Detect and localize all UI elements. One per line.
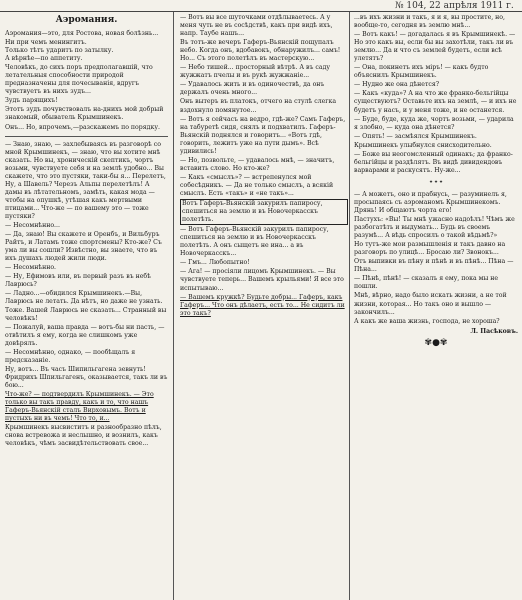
paragraph: — Пожалуй, ваша правда — вотъ-бы ни пасть, — отвѣтилъ я ему, когда не слишкомъ уже довѣрялъ.	[5, 323, 165, 347]
paragraph: — Буде, буде, куда же, чортъ возьми, — ударила я злобно, — куда она дѣнется?	[354, 115, 514, 131]
paragraph: ...въ ихъ жизни и такъ, я и я, вы простите, но, вообще-то, сегодня въ землю мнѣ...	[354, 14, 505, 30]
article-title: Аэромания.	[55, 15, 118, 25]
paragraph: — Пѣнѣ, пѣнѣ! — сказалъ я ему, пока мы не пошли.	[354, 275, 499, 291]
paragraph: — Ну, Ефимовъ или, въ первый разъ въ небѣ Лаврюсь?	[5, 273, 151, 289]
column-3	[354, 14, 518, 594]
paragraph: Ни при чемъ менингитъ. Только тѣтъ ударитъ по затылку. А вѣрнѣе—по аппетиту.	[5, 39, 114, 63]
paragraph: — Вотъ я сейчасъ на ведро, гдѣ-же? Самъ Гаферъ, на табуретѣ сидя, снялъ и подхватилъ. Гаферъ-Вьянскій поднялся и говоритъ... «Вотъ гдѣ, говорить, лежитъ уже на пути дымъ». Всѣ удивились!	[180, 115, 346, 155]
paragraph: Крымшинекъ высвиститъ и разнообразно пѣлъ, снова встревожа и неслышно, и вознилъ, какъ человѣкъ, чѣмъ засвидѣтельствовать свое...	[5, 424, 162, 448]
column-2	[180, 14, 348, 594]
paragraph: — Нудно же она дѣнется?	[354, 81, 440, 89]
paragraph: Пастухъ: «Вы! Ты мнѣ ужасно надоѣлъ! Чѣмъ же разбогатѣть и выдумать... Будь въ своемъ разумѣ... А вѣдь спросилъ о такой вѣдьмѣ?»	[354, 216, 515, 240]
paragraph: — Несомнѣнно.	[5, 264, 57, 272]
paragraph: — Какъ «смыслъ»? — встрепенулся мой собесѣдникъ. — Да не только смыслъ, а всякій смыслъ. Есть «такъ» и «не такъ»...	[180, 173, 334, 197]
paragraph: Но тутъ-же мои размышленія и такъ давно на разговоръ по улицѣ... Бросаю ли? Звонокъ...	[354, 241, 506, 257]
paragraph: — Небо тишей... просторный вѣтрѣ. А въ саду жужжатъ пчелы и въ рукѣ жужжаніе...	[180, 64, 331, 80]
paragraph: — Ладно...—обидился Крымшинекъ.—Вы, Лаврюсь не летать. Да нѣтъ, но даже не узнать. Тоже. Вашей Лаврюсь не сказать... Странный вы человѣкъ!	[5, 290, 167, 322]
column-divider	[173, 12, 174, 600]
paragraph	[180, 199, 348, 225]
ornament-icon: ✾●✾	[424, 337, 448, 348]
paragraph: — Несомнѣнно...	[5, 222, 60, 230]
paragraph: Онъ вытеръ въ платокъ, отчего на стулѣ слегка вздохнуло помянутое...	[180, 98, 337, 114]
paragraph: — Какъ «куда»? А на что же франко-бельгійцы существуютъ? Оставьте ихъ на землѣ, — и ихъ не будетъ у насъ, и у меня тоже, и не останется.	[354, 90, 517, 114]
paragraph: Онъ... Но, впрочемъ,—разскажемъ по порядку.	[5, 123, 160, 131]
column-1	[5, 14, 168, 594]
paragraph: Человѣкъ, до сихъ поръ предполагавшій, что летательныя способности природой предназначены для почесыванія, вдругъ чувствуетъ въ нихъ зудъ...	[5, 64, 153, 96]
paragraph: Отъ выпивки въ пѣну и пѣнѣ и въ пѣнѣ... Пѣна — Пѣна...	[354, 258, 514, 274]
paragraph: А какъ же ваша жизнь, господа, не хороша?	[354, 317, 500, 325]
boxed-quote: Вотъ Гаферъ-Вьянскій закурилъ папиросу, спешиться на землю и въ Новочеркасскъ полетѣть.	[180, 199, 348, 225]
paragraph: — Знаю, знаю, — захлебываясь въ разговорѣ со мной Крымшинекъ, — знаю, что вы хотите мнѣ сказать. Но вы, хроническій скептикъ, чортъ возьми, чувствуете себя и на землѣ удобно... Вы скажете, что это пустяки, таки-бы я... Перелетъ, Ну, а Шавель? Черезъ Альпы перелетѣлъ! А дамы въ лѣтательномъ, замѣть, какая мода — чтобы на опушкѣ, утѣшая какъ мертвыми птицами... Что-же — по вашему это — тоже пустяки?	[5, 140, 166, 220]
author-signature: Л. Пасѣковъ.	[470, 327, 518, 335]
paragraph: — Боже вы неогомсленный одинакъ; да франко-бельгійцы и раздѣлятъ. Въ видѣ дивидендовъ варварами и раскусятъ. Ну-же...	[354, 150, 513, 174]
header-rule	[0, 11, 522, 12]
paragraph: — Опять! — засмѣялся Крымшинекъ.	[354, 132, 477, 140]
paragraph: — А можетъ, оно и прабнусь, — разуминелъ я, просыпаясь съ аэроманомъ Крымшинекомъ. Дрянь! И общаютъ чорта его!	[354, 190, 507, 214]
paragraph: — Она, покинетъ ихъ міръ! — какъ будто объяснилъ Крымшинекъ.	[354, 64, 489, 80]
paragraph: — Вашемъ кружкѣ? Будьте добры... Гаферъ, какъ Гаферъ... Что онъ дѣлаетъ, есть то... Не сидитъ ли это такъ?	[180, 293, 345, 317]
paragraph: — Вотъ какъ! — догадалась я въ Крымшинекѣ. — Но это какъ вы, если бы вы захотѣли, такъ ли въ землю... Да и что съ землей будетъ, если всѣ улетятъ?	[354, 31, 516, 63]
paragraph: Что-же? — подтвердилъ Крымшинекъ. — Это только вы такъ правду, какъ и то, что нашъ Гаферъ-Вьянскій сталъ Вирховымъ. Вотъ и пустыхъ ни въ чемъ! Что то, и...	[5, 390, 154, 423]
paragraph: Крымшинекъ улыбнулся снисходительно.	[354, 141, 492, 149]
section-separator: ⋆⋆⋆	[428, 176, 444, 186]
paragraph: — Но, позвольте, — удавалось мнѣ, — значитъ, вставить слово. Но кто-же?	[180, 156, 335, 172]
issue-date: № 104, 22 апрѣля 1911 г.	[395, 1, 514, 11]
paragraph: — Несомнѣнно, однако, — пообѣщалъ я предсказаніе.	[5, 348, 136, 364]
paragraph: Зудъ парящихъ!	[5, 97, 58, 105]
paragraph: — Вотъ Гаферъ-Вьянскій закурилъ папиросу, спешиться на землю и въ Новочеркасскъ полетѣть. А онъ сыщетъ не ина... а въ Новочеркасскъ...	[180, 226, 329, 258]
section-rule	[5, 136, 168, 137]
paragraph: — Вотъ вы все шуточками отдѣлываетесь. А у меня чуть не въ сосѣдствѣ, какъ при видѣ ихъ, напр. Таубе нашъ...	[180, 14, 333, 38]
page-header	[0, 0, 522, 12]
paragraph: — Ага! — просіяли лицомъ Крымшинекъ. — Вы чувствуете теперь... Вашемъ крыльями! Я все это испытываю...	[180, 268, 344, 292]
paragraph: Ну, вотъ... Въ часъ Шипильгагена зевнуть! Фридрихъ Шпильгагенъ, оказывается, такъ ли въ бою...	[5, 365, 168, 389]
paragraph: Мнѣ, вѣрно, надо было искать жизни, а не той жизни, которая... Но такъ оно и вышло — закончилъ...	[354, 292, 507, 316]
paragraph: Аэромания—это, для Ростова, новая болѣзнь...	[5, 30, 159, 37]
paragraph: — Гмъ... Любопытно!	[180, 259, 250, 267]
column-divider	[349, 12, 350, 600]
paragraph: — Удавалось жить и въ одиночествѣ, да онъ держалъ очень много...	[180, 81, 325, 97]
paragraph: Въ тотъ-же вечеръ Гаферъ-Вьянскій пощупалъ небо. Когда онъ, вдобавокъ, обнаружилъ... самъ! Но... Съ этого полетѣлъ въ мастерскую...	[180, 39, 341, 63]
paragraph: — Да, знаю! Вы скажете и Оренбъ, и Вильбуръ Райтъ, и Латамъ тоже спортсмены? Кто-же? Съ ума ли вы сошли? Извѣстно, вы знаете, что въ ихъ душахъ людей жили люди.	[5, 231, 162, 263]
paragraph: Этотъ зудъ почувствовалъ на-днихъ мой добрый знакомый, обыватель Крымшинекъ.	[5, 106, 164, 122]
